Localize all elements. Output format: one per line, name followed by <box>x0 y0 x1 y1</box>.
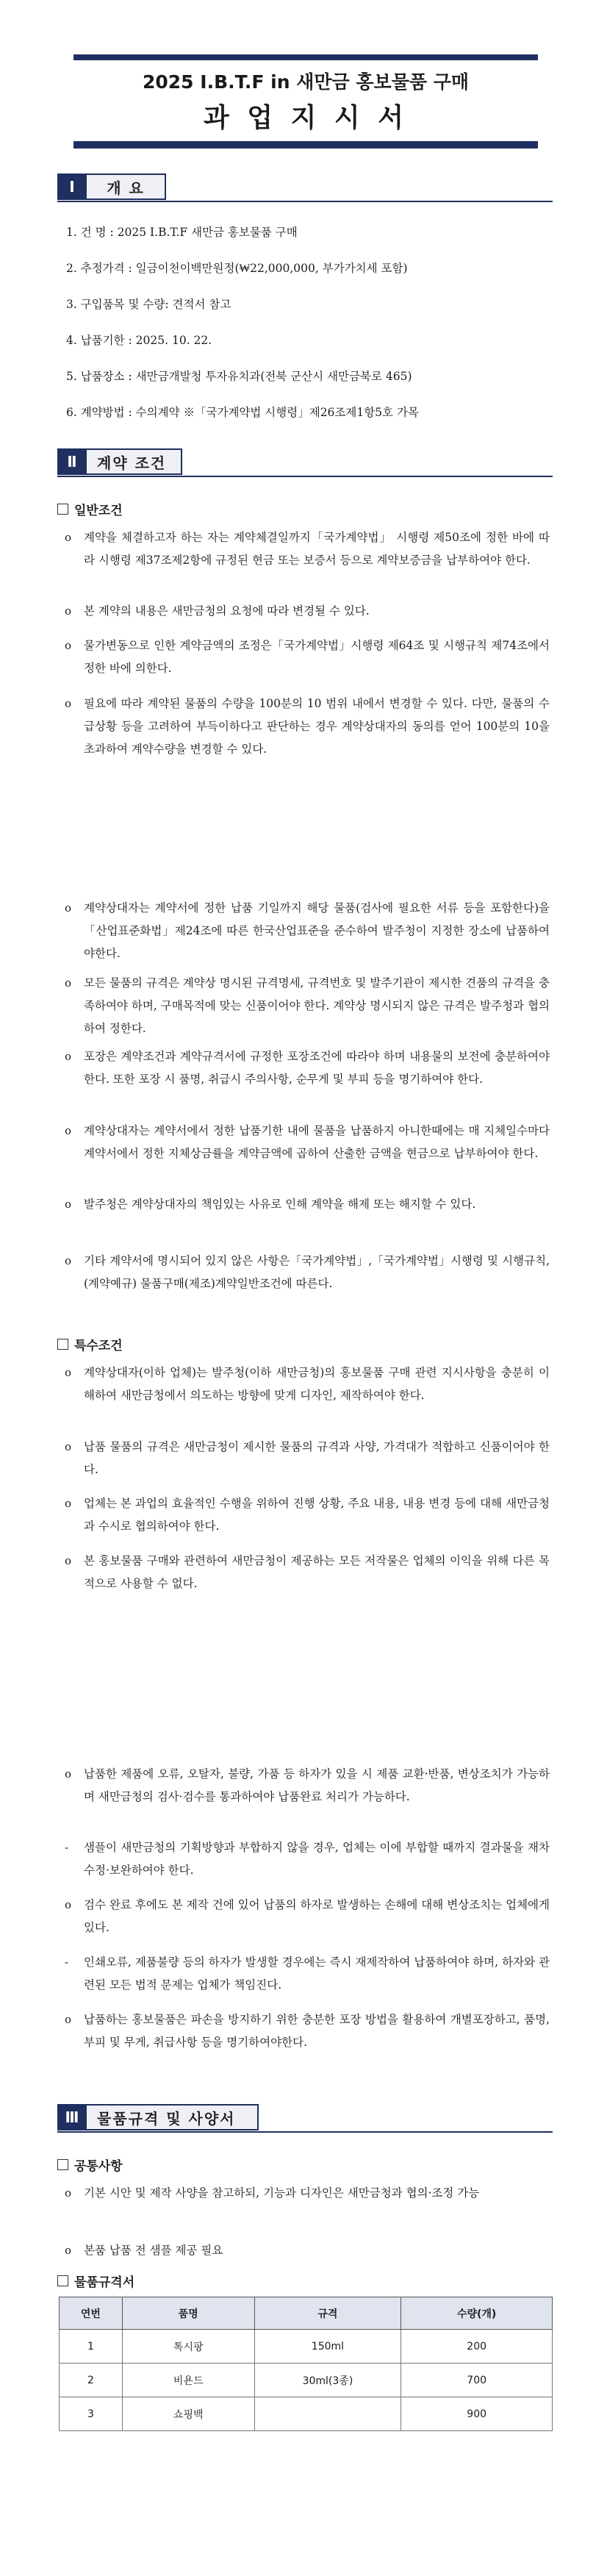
special-condition: o 납품 물품의 규격은 새만금청이 제시한 물품의 규격과 사양, 가격대가 적합하고 신품이어야 한다. <box>65 1436 550 1481</box>
table-cell: 150ml <box>254 2330 401 2364</box>
special-condition: - 샘플이 새만금청의 기획방향과 부합하지 않을 경우, 업체는 이에 부합할 때까지 결과물을 재차 수정·보완하여야 한다. <box>65 1836 550 1882</box>
document-subtitle: 과 업 지 시 서 <box>203 103 408 133</box>
bullet-icon: o <box>65 604 72 618</box>
table-cell: 2 <box>60 2364 123 2397</box>
bullet-icon: o <box>65 697 72 710</box>
special-condition: - 인쇄오류, 제품불량 등의 하자가 발생할 경우에는 즉시 재제작하여 납품하여야 하며, 하자와 관련된 모든 법적 문제는 업체가 책임진다. <box>65 1951 550 1997</box>
subheading-label: 공통사항 <box>74 2159 123 2174</box>
column-header: 규격 <box>254 2297 401 2330</box>
section-title: 물품규격 및 사양서 <box>87 2104 259 2130</box>
table-cell <box>254 2397 401 2431</box>
checkbox-icon <box>57 1339 68 1350</box>
table-cell: 900 <box>401 2397 553 2431</box>
common-item: o 기본 시안 및 제작 사양을 참고하되, 기능과 디자인은 새만금청과 협의·조정 가능 <box>65 2182 550 2205</box>
bullet-icon: o <box>65 976 72 990</box>
common-item: o 본품 납품 전 샘플 제공 필요 <box>65 2239 550 2262</box>
special-condition: o 본 홍보물품 구매와 관련하여 새만금청이 제공하는 모든 저작물은 업체의 이익을 위해 다른 목적으로 사용할 수 없다. <box>65 1550 550 1595</box>
bullet-icon: o <box>65 1767 72 1781</box>
general-conditions-heading <box>57 500 123 518</box>
bullet-icon: o <box>65 639 72 652</box>
overview-item: 4. 납품기한 : 2025. 10. 22. <box>66 334 212 347</box>
bullet-icon: - <box>65 1956 69 1969</box>
bullet-icon: o <box>65 531 72 544</box>
checkbox-icon <box>57 2275 68 2286</box>
section-1-heading <box>57 173 166 200</box>
section-1-rule <box>57 201 553 202</box>
special-condition: o 업체는 본 과업의 효율적인 수행을 위하여 진행 상황, 주요 내용, 내용 변경 등에 대해 새만금청과 수시로 협의하여야 한다. <box>65 1492 550 1538</box>
section-number: Ⅲ <box>57 2104 87 2130</box>
overview-item: 2. 추정가격 : 일금이천이백만원정(₩22,000,000, 부가가치세 포함) <box>66 262 408 275</box>
special-condition: o 계약상대자(이하 업체)는 발주청(이하 새만금청)의 홍보물품 구매 관련 지시사항을 충분히 이해하여 새만금청에서 의도하는 방향에 맞게 디자인, 제작하여야 한다. <box>65 1362 550 1407</box>
section-title: 계약 조건 <box>87 448 182 475</box>
bullet-icon: o <box>65 1497 72 1510</box>
bullet-icon: o <box>65 1554 72 1567</box>
title-box <box>73 54 538 149</box>
table-cell: 30ml(3종) <box>254 2364 401 2397</box>
special-condition: o 납품하는 홍보물품은 파손을 방지하기 위한 충분한 포장 방법을 활용하여 개별포장하고, 품명, 부피 및 무게, 취급사항 등을 명기하여야한다. <box>65 2008 550 2054</box>
section-title: 개 요 <box>87 173 166 200</box>
checkbox-icon <box>57 504 68 515</box>
general-condition: o 포장은 계약조건과 계약규격서에 규정한 포장조건에 따라야 하며 내용물의 보전에 충분하여야 한다. 또한 포장 시 품명, 취급시 주의사항, 순무게 및 부피 등을 명기하여야 한다. <box>65 1045 550 1091</box>
general-condition: o 발주청은 계약상대자의 책임있는 사유로 인해 계약을 해제 또는 해지할 수 있다. <box>65 1193 550 1216</box>
bullet-icon: o <box>65 2244 72 2257</box>
section-3-heading <box>57 2104 259 2130</box>
section-number: Ⅰ <box>57 173 87 200</box>
bullet-icon: o <box>65 2013 72 2026</box>
table-cell: 톡시팡 <box>122 2330 254 2364</box>
column-header: 수량(개) <box>401 2297 553 2330</box>
special-conditions-heading <box>57 1335 123 1353</box>
overview-item: 6. 계약방법 : 수의계약 ※「국가계약법 시행령」제26조제1항5호 가목 <box>66 406 419 419</box>
bullet-icon: o <box>65 1440 72 1453</box>
general-condition: o 계약상대자는 계약서에서 정한 납품기한 내에 물품을 납품하지 아니한때에는 매 지체일수마다 계약서에서 정한 지체상금률을 계약금액에 곱하여 산출한 금액을 현금으로 납부하여야 한다. <box>65 1120 550 1165</box>
section-3-rule <box>57 2131 553 2133</box>
table-cell: 700 <box>401 2364 553 2397</box>
table-cell: 1 <box>60 2330 123 2364</box>
subheading-label: 물품규격서 <box>74 2275 135 2290</box>
table-cell: 비욘드 <box>122 2364 254 2397</box>
general-condition: o 물가변동으로 인한 계약금액의 조정은「국가계약법」시행령 제64조 및 시행규칙 제74조에서 정한 바에 의한다. <box>65 634 550 680</box>
bullet-icon: o <box>65 1124 72 1137</box>
section-2-rule <box>57 476 553 477</box>
bullet-icon: - <box>65 1841 69 1854</box>
general-condition: o 계약을 체결하고자 하는 자는 계약체결일까지「국가계약법」 시행령 제50조에 정한 바에 따라 시행령 제37조제2항에 규정된 현금 또는 보증서 등으로 계약보증금을 납부하여야 한다. <box>65 526 550 572</box>
checkbox-icon <box>57 2159 68 2170</box>
bullet-icon: o <box>65 1198 72 1211</box>
special-condition: o 검수 완료 후에도 본 제작 건에 있어 납품의 하자로 발생하는 손해에 대해 변상조치는 업체에게 있다. <box>65 1894 550 1939</box>
common-items-heading <box>57 2155 123 2174</box>
overview-item: 3. 구입품목 및 수량: 견적서 참고 <box>66 298 231 311</box>
table-row <box>60 2330 553 2364</box>
section-number: Ⅱ <box>57 448 87 475</box>
general-condition: o 계약상대자는 계약서에 정한 납품 기일까지 해당 물품(검사에 필요한 서류 등을 포함한다)을「산업표준화법」제24조에 따른 한국산업표준을 준수하여 발주청이 지정한 장소에 납품하여야한다. <box>65 897 550 965</box>
subheading-label: 특수조건 <box>74 1339 123 1353</box>
special-condition: o 납품한 제품에 오류, 오탈자, 불량, 가품 등 하자가 있을 시 제품 교환·반품, 변상조치가 가능하며 새만금청의 검사·검수를 통과하여야 납품완료 처리가 가능하다. <box>65 1763 550 1808</box>
overview-item: 1. 건 명 : 2025 I.B.T.F 새만금 홍보물품 구매 <box>66 226 298 239</box>
document-title: 2025 I.B.T.F in 새만금 홍보물품 구매 <box>143 71 469 93</box>
table-header-row <box>60 2297 553 2330</box>
general-condition: o 본 계약의 내용은 새만금청의 요청에 따라 변경될 수 있다. <box>65 600 550 623</box>
general-condition: o 필요에 따라 계약된 물품의 수량을 100분의 10 범위 내에서 변경할 수 있다. 다만, 물품의 수급상황 등을 고려하여 부득이하다고 판단하는 경우 계약상대자의 동의를 얻어 100분의 10을 초과하여 계약수량을 변경할 수 있다. <box>65 693 550 761</box>
bullet-icon: o <box>65 1366 72 1379</box>
bullet-icon: o <box>65 901 72 915</box>
table-cell: 200 <box>401 2330 553 2364</box>
title-bottom-bar <box>73 141 538 149</box>
section-2-heading <box>57 448 182 475</box>
bullet-icon: o <box>65 1050 72 1063</box>
bullet-icon: o <box>65 1254 72 1267</box>
general-condition: o 모든 물품의 규격은 계약상 명시된 규격명세, 규격번호 및 발주기관이 제시한 견품의 규격을 충족하여야 하며, 구매목적에 맞는 신품이어야 한다. 계약상 명시되지 않은 규격은 발주청과 협의하여 정한다. <box>65 972 550 1040</box>
column-header: 품명 <box>122 2297 254 2330</box>
table-row <box>60 2364 553 2397</box>
bullet-icon: o <box>65 2186 72 2200</box>
table-cell: 쇼핑백 <box>122 2397 254 2431</box>
table-row <box>60 2397 553 2431</box>
general-condition: o 기타 계약서에 명시되어 있지 않은 사항은「국가계약법」,「국가계약법」시행령 및 시행규칙, (계약예규) 물품구매(제조)계약일반조건에 따른다. <box>65 1250 550 1295</box>
table-cell: 3 <box>60 2397 123 2431</box>
title-top-bar <box>73 54 538 60</box>
spec-table <box>59 2297 553 2431</box>
column-header: 연번 <box>60 2297 123 2330</box>
subheading-label: 일반조건 <box>74 504 123 518</box>
bullet-icon: o <box>65 1898 72 1911</box>
overview-item: 5. 납품장소 : 새만금개발청 투자유치과(전북 군산시 새만금북로 465) <box>66 370 412 383</box>
spec-table-heading <box>57 2272 134 2290</box>
